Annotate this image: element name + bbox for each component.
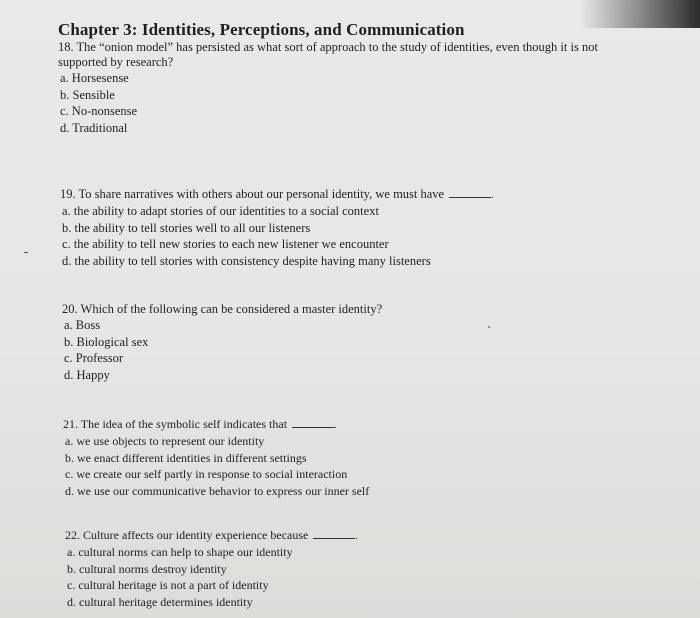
chapter-title: Chapter 3: Identities, Perceptions, and Communication xyxy=(58,20,465,39)
option-b: b. Biological sex xyxy=(64,334,149,349)
question-stem: 21. The idea of the symbolic self indicates that xyxy=(63,417,288,431)
option-b: b. Sensible xyxy=(60,87,115,102)
question-22 xyxy=(65,528,485,610)
option-a: a. the ability to adapt stories of our identities to a social context xyxy=(62,204,379,218)
option-d: d. we use our communicative behavior to express our inner self xyxy=(65,483,370,498)
option-b: b. we enact different identities in different settings xyxy=(65,450,307,465)
question-stem: 22. Culture affects our identity experience because xyxy=(65,528,309,542)
option-c: c. Professor xyxy=(64,351,124,365)
option-a: a. we use objects to represent our identity xyxy=(65,434,265,448)
answer-blank xyxy=(292,417,334,428)
option-d: d. cultural heritage determines identity xyxy=(67,594,253,609)
answer-blank xyxy=(313,528,355,539)
option-c: c. No-nonsense xyxy=(60,104,138,118)
option-c: c. the ability to tell new stories to each new listener we encounter xyxy=(62,237,389,251)
question-stem: 19. To share narratives with others about our personal identity, we must have xyxy=(60,187,445,201)
question-stem: 20. Which of the following can be considered a master identity? xyxy=(62,302,383,316)
question-stem-row: 21. The idea of the symbolic self indicates that . xyxy=(63,417,337,431)
option-b: b. the ability to tell stories well to all our listeners xyxy=(62,220,311,235)
option-d: d. Happy xyxy=(64,367,110,382)
answer-blank xyxy=(449,187,491,198)
question-18 xyxy=(58,40,638,136)
option-d: d. Traditional xyxy=(60,120,128,135)
option-a: a. cultural norms can help to shape our identity xyxy=(67,545,293,559)
question-stem: 18. The “onion model” has persisted as what sort of approach to the study of identities, even though it is not supported by research? xyxy=(58,40,598,69)
option-b: b. cultural norms destroy identity xyxy=(67,561,227,576)
question-stem-row: 22. Culture affects our identity experience because . xyxy=(65,528,358,542)
question-19 xyxy=(60,187,580,269)
question-20 xyxy=(62,302,482,383)
question-stem-row: 19. To share narratives with others about our personal identity, we must have . xyxy=(60,187,494,201)
option-a: a. Horsesense xyxy=(60,71,129,85)
option-d: d. the ability to tell stories with consistency despite having many listeners xyxy=(62,253,431,268)
option-a: a. Boss xyxy=(64,318,101,332)
question-21 xyxy=(63,417,483,499)
option-c: c. we create our self partly in response to social interaction xyxy=(65,467,348,481)
option-c: c. cultural heritage is not a part of identity xyxy=(67,578,269,592)
